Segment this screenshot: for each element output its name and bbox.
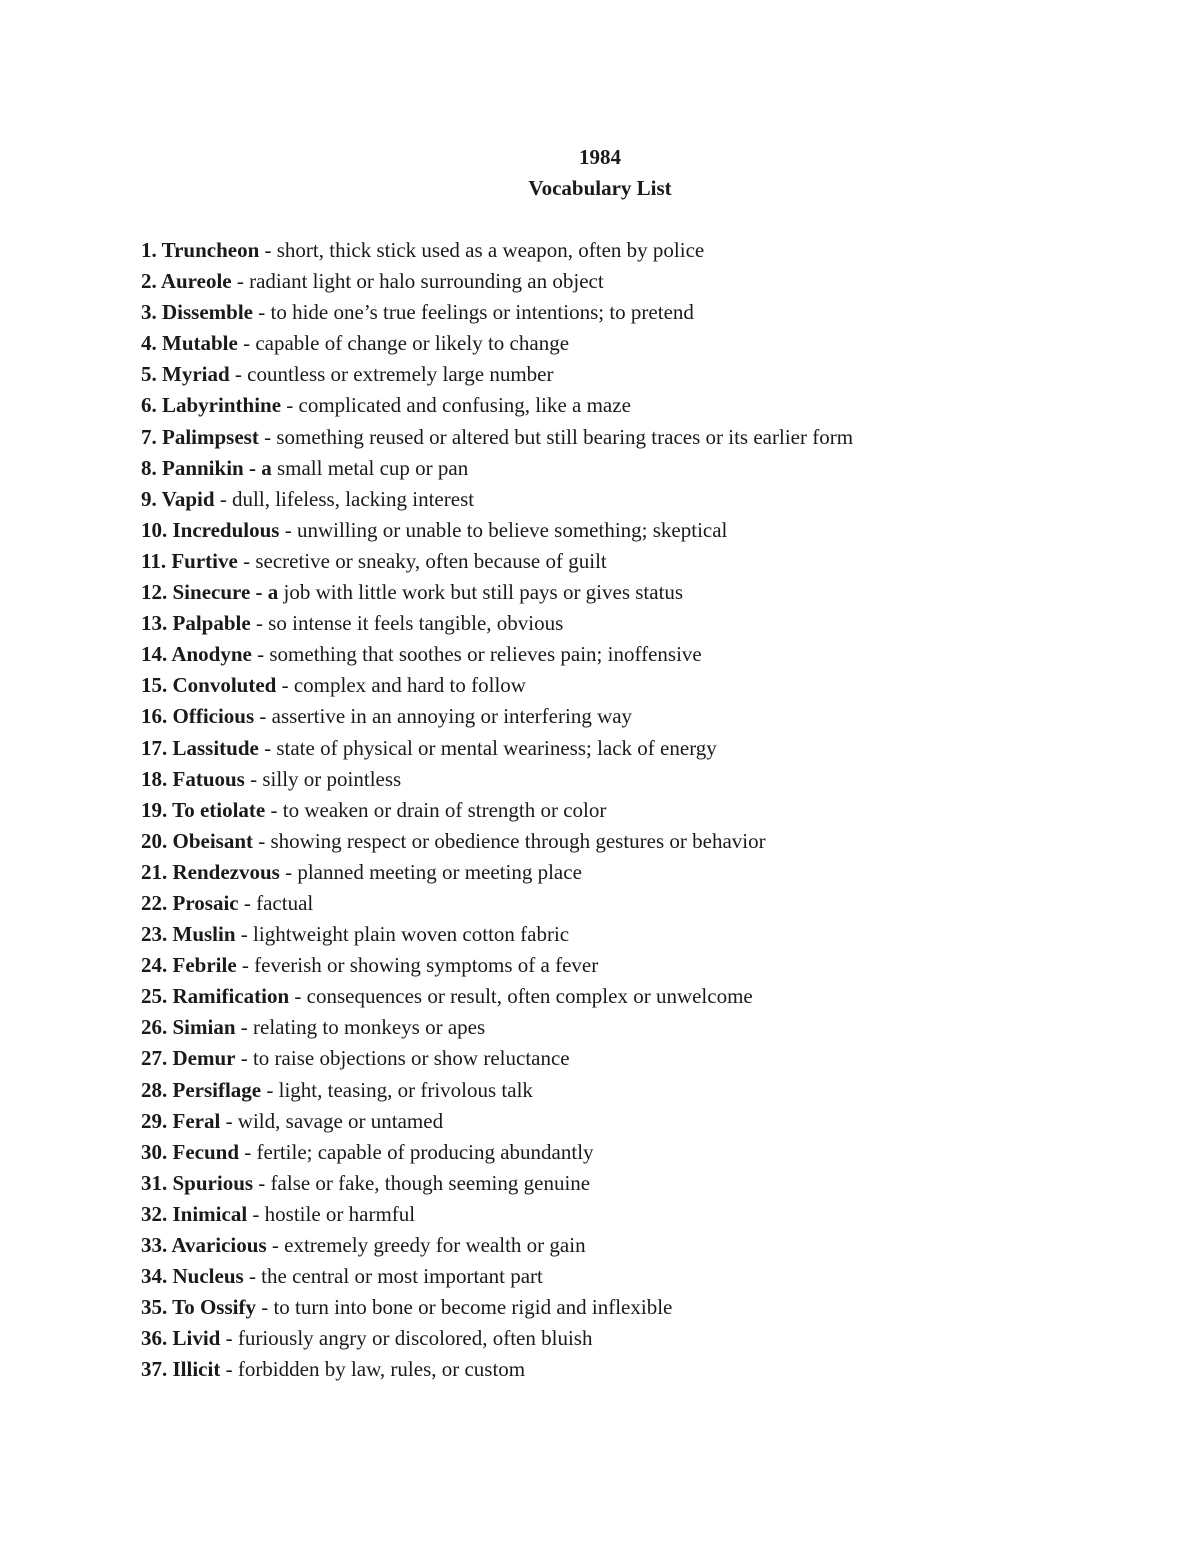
- vocab-entry: [141, 1262, 853, 1293]
- vocab-term: 36. Livid: [141, 1326, 221, 1351]
- vocab-definition: - feverish or showing symptoms of a fever: [236, 953, 599, 978]
- vocab-entry: [141, 485, 853, 516]
- vocab-definition: - extremely greedy for wealth or gain: [266, 1233, 586, 1257]
- vocab-definition: - so intense it feels tangible, obvious: [250, 611, 564, 636]
- vocab-entry: [141, 1076, 853, 1107]
- vocab-definition: - assertive in an annoying or interfering way: [254, 704, 633, 729]
- vocabulary-list: [141, 236, 853, 1386]
- vocab-term: 17. Lassitude: [141, 735, 259, 760]
- vocab-entry: [141, 1293, 853, 1324]
- vocab-term: 21. Rendezvous: [141, 859, 280, 884]
- vocab-definition: - radiant light or halo surrounding an object: [231, 269, 604, 294]
- vocab-definition: - relating to monkeys or apes: [235, 1015, 486, 1040]
- vocab-term: 8. Pannikin - a: [141, 455, 272, 480]
- vocab-entry: [141, 1200, 853, 1231]
- vocab-term: 23. Muslin: [141, 922, 236, 947]
- vocab-entry: [141, 671, 853, 702]
- vocab-entry: [141, 734, 853, 765]
- vocab-definition: - factual: [238, 890, 314, 915]
- vocab-term: 4. Mutable: [141, 331, 238, 356]
- vocab-entry: [141, 609, 853, 640]
- vocab-term: 11. Furtive: [141, 548, 238, 573]
- vocab-term: 7. Palimpsest: [141, 424, 259, 449]
- vocab-definition: - false or fake, though seeming genuine: [253, 1170, 591, 1195]
- vocab-definition: - complicated and confusing, like a maze: [281, 393, 631, 418]
- vocab-term: 34. Nucleus: [141, 1264, 244, 1289]
- vocab-definition: - to weaken or drain of strength or color: [265, 797, 607, 822]
- vocab-definition: - unwilling or unable to believe something; skeptical: [279, 517, 728, 542]
- vocab-term: 18. Fatuous: [141, 766, 245, 791]
- vocab-entry: [141, 578, 853, 609]
- vocab-term: 29. Feral: [141, 1108, 221, 1133]
- vocab-term: 2. Aureole: [141, 269, 232, 294]
- vocab-entry: [141, 920, 853, 951]
- vocab-term: 27. Demur: [141, 1046, 236, 1071]
- vocab-term: 33. Avaricious: [141, 1233, 267, 1257]
- vocab-definition: - secretive or sneaky, often because of guilt: [237, 548, 607, 573]
- vocab-definition: - capable of change or likely to change: [237, 331, 570, 356]
- vocab-term: 28. Persiflage: [141, 1077, 262, 1102]
- vocab-term: 9. Vapid: [141, 486, 215, 511]
- vocab-term: 30. Fecund: [141, 1139, 240, 1164]
- vocab-entry: [141, 267, 853, 298]
- vocab-entry: [141, 454, 853, 485]
- vocab-term: 31. Spurious: [141, 1170, 254, 1195]
- vocab-definition: small metal cup or pan: [271, 455, 469, 480]
- vocab-term: 6. Labyrinthine: [141, 393, 282, 418]
- vocab-entry: [141, 1169, 853, 1200]
- vocab-entry: [141, 796, 853, 827]
- vocab-term: 10. Incredulous: [141, 517, 280, 542]
- vocab-term: 14. Anodyne: [141, 642, 252, 667]
- vocab-entry: [141, 765, 853, 796]
- vocab-entry: [141, 1107, 853, 1138]
- vocab-definition: - countless or extremely large number: [229, 362, 554, 387]
- vocab-entry: [141, 1138, 853, 1169]
- vocab-entry: [141, 1013, 853, 1044]
- document-title: 1984: [579, 145, 621, 169]
- vocab-definition: - furiously angry or discolored, often bluish: [220, 1326, 593, 1351]
- vocab-term: 24. Febrile: [141, 953, 237, 978]
- vocab-entry: [141, 423, 853, 454]
- vocab-term: 16. Officious: [141, 704, 255, 729]
- vocab-term: 26. Simian: [141, 1015, 236, 1040]
- vocab-entry: [141, 1044, 853, 1075]
- vocab-definition: job with little work but still pays or gives status: [278, 580, 684, 605]
- vocab-entry: [141, 827, 853, 858]
- vocab-entry: [141, 951, 853, 982]
- vocab-definition: - consequences or result, often complex or unwelcome: [289, 984, 753, 1009]
- vocab-entry: [141, 547, 853, 578]
- vocab-definition: - to turn into bone or become rigid and inflexible: [255, 1295, 673, 1320]
- vocab-entry: [141, 1231, 853, 1262]
- vocab-entry: [141, 858, 853, 889]
- vocab-term: 1. Truncheon: [141, 238, 260, 262]
- vocab-term: 19. To etiolate: [141, 797, 266, 822]
- vocab-entry: [141, 360, 853, 391]
- vocab-definition: - dull, lifeless, lacking interest: [214, 486, 475, 511]
- vocab-entry: [141, 391, 853, 422]
- vocab-entry: [141, 516, 853, 547]
- vocab-definition: - something reused or altered but still bearing traces or its earlier form: [258, 424, 854, 449]
- vocab-entry: [141, 298, 853, 329]
- vocab-entry: [141, 982, 853, 1013]
- vocab-term: 22. Prosaic: [141, 890, 239, 915]
- vocab-term: 12. Sinecure - a: [141, 580, 279, 605]
- vocab-term: 15. Convoluted: [141, 673, 277, 698]
- vocab-definition: - complex and hard to follow: [276, 673, 526, 698]
- vocab-definition: - silly or pointless: [244, 766, 402, 791]
- vocab-term: 32. Inimical: [141, 1201, 248, 1226]
- vocab-definition: - showing respect or obedience through gestures or behavior: [253, 828, 766, 853]
- vocab-definition: - to hide one’s true feelings or intentions; to pretend: [253, 300, 694, 325]
- vocab-definition: - light, teasing, or frivolous talk: [261, 1077, 533, 1102]
- vocab-term: 25. Ramification: [141, 984, 290, 1009]
- vocab-term: 5. Myriad: [141, 362, 230, 387]
- document-subtitle: Vocabulary List: [528, 176, 672, 200]
- vocab-definition: - something that soothes or relieves pain; inoffensive: [251, 642, 702, 667]
- vocab-definition: - wild, savage or untamed: [220, 1108, 444, 1133]
- vocab-entry: [141, 702, 853, 733]
- vocab-definition: - fertile; capable of producing abundantly: [239, 1139, 594, 1164]
- vocab-entry: [141, 236, 853, 267]
- vocab-term: 3. Dissemble: [141, 300, 253, 325]
- vocab-entry: [141, 640, 853, 671]
- vocab-definition: - the central or most important part: [243, 1264, 543, 1289]
- vocab-term: 20. Obeisant: [141, 828, 254, 853]
- vocab-definition: - state of physical or mental weariness; lack of energy: [258, 735, 717, 760]
- vocab-term: 37. Illicit: [141, 1357, 221, 1382]
- vocab-definition: - planned meeting or meeting place: [279, 859, 582, 884]
- vocab-definition: - short, thick stick used as a weapon, often by police: [259, 238, 705, 262]
- vocab-definition: - forbidden by law, rules, or custom: [220, 1357, 526, 1382]
- vocab-entry: [141, 1324, 853, 1355]
- vocab-entry: [141, 889, 853, 920]
- vocab-entry: [141, 1355, 853, 1386]
- vocab-definition: - to raise objections or show reluctance: [235, 1046, 570, 1071]
- vocab-definition: - hostile or harmful: [247, 1201, 416, 1226]
- vocab-term: 35. To Ossify: [141, 1295, 256, 1320]
- vocab-entry: [141, 329, 853, 360]
- vocab-definition: - lightweight plain woven cotton fabric: [235, 922, 570, 947]
- vocab-term: 13. Palpable: [141, 611, 251, 636]
